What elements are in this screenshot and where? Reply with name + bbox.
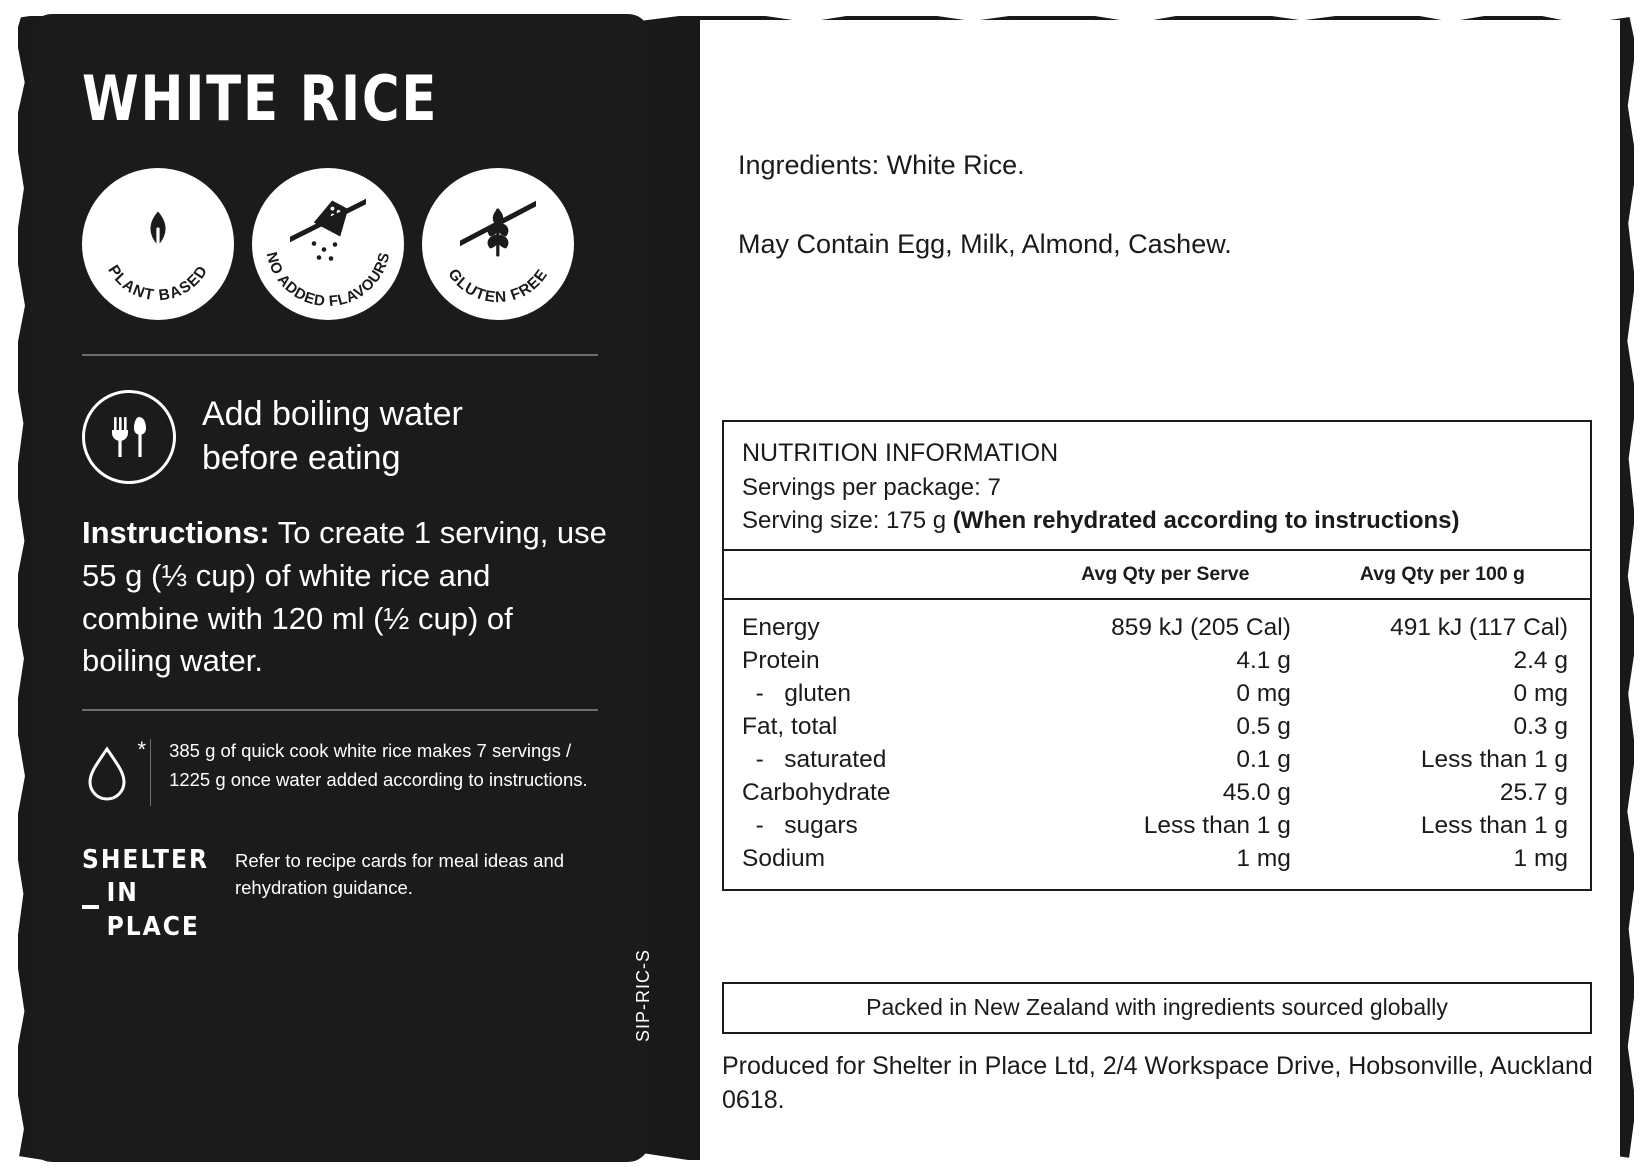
svg-text:GLUTEN FREE: GLUTEN FREE: [444, 265, 552, 307]
table-row: [724, 743, 1590, 776]
row-label: Sodium: [742, 844, 826, 872]
svg-text:NO ADDED FLAVOURS: NO ADDED FLAVOURS: [262, 250, 394, 311]
water-drop-icon: [82, 741, 132, 803]
cutlery-icon: [82, 390, 176, 484]
svg-text:PLANT BASED: PLANT BASED: [104, 262, 212, 305]
nutrition-panel: [722, 420, 1592, 891]
divider-bottom: [82, 709, 598, 711]
row-per100: 0.3 g: [1513, 712, 1568, 740]
nutrition-header: [724, 422, 1590, 551]
asterisk: *: [137, 737, 146, 763]
badge-gluten-free-label: [422, 168, 574, 320]
prepare-heading-line2: before eating: [202, 439, 401, 477]
serving-size-note: (When rehydrated according to instructions): [952, 506, 1460, 534]
row-per100: 0 mg: [1513, 679, 1568, 707]
row-serve: Less than 1 g: [1143, 811, 1291, 839]
row-serve: 0 mg: [1236, 679, 1291, 707]
produced-by: Produced for Shelter in Place Ltd, 2/4 Workspace Drive, Hobsonville, Auckland 0618.: [722, 1052, 1593, 1114]
ingredients-text: Ingredients: White Rice.: [738, 150, 1025, 180]
badge-plant-based-label: [82, 168, 234, 320]
row-label: Carbohydrate: [742, 778, 891, 806]
row-label: - sugars: [742, 811, 858, 839]
table-row: [724, 599, 1590, 645]
row-per100: 1 mg: [1513, 844, 1568, 872]
note-text: 385 g of quick cook white rice makes 7 servings / 1225 g once water added according to instructions.: [169, 740, 588, 790]
row-serve: 1 mg: [1236, 844, 1291, 872]
col-header-per-100g: Avg Qty per 100 g: [1313, 551, 1590, 599]
col-header-blank: [724, 551, 1036, 599]
badge-gluten-free: [422, 168, 574, 320]
row-label: - gluten: [742, 679, 851, 707]
row-per100: 491 kJ (117 Cal): [1390, 613, 1568, 641]
badge-plant-based: [82, 168, 234, 320]
brand-line1: SHELTER: [82, 845, 209, 876]
row-per100: 2.4 g: [1513, 646, 1568, 674]
nutrition-title: NUTRITION INFORMATION: [742, 439, 1059, 467]
table-row: [724, 644, 1590, 677]
row-per100: 25.7 g: [1499, 778, 1568, 806]
badge-no-added-flavours: [252, 168, 404, 320]
instructions: [82, 512, 608, 683]
table-row: [724, 776, 1590, 809]
brand-bar: [82, 905, 99, 909]
prepare-heading-line1: Add boiling water: [202, 395, 463, 434]
row-label: Protein: [742, 646, 820, 674]
table-row: [724, 809, 1590, 842]
divider-top: [82, 354, 598, 356]
col-header-per-serve: Avg Qty per Serve: [1036, 551, 1313, 599]
note-divider: [150, 739, 151, 806]
row-serve: 4.1 g: [1236, 646, 1291, 674]
instructions-text: To create 1 serving, use 55 g (⅓ cup) of white rice and combine with 120 ml (½ cup) of boiling water.: [82, 515, 607, 679]
prepare-heading: [202, 393, 463, 480]
left-panel: [30, 14, 653, 1162]
table-row: [724, 842, 1590, 889]
brand-footer: [82, 844, 608, 944]
packed-statement: Packed in New Zealand with ingredients sourced globally: [722, 982, 1592, 1034]
badge-no-added-flavours-label: [252, 168, 404, 320]
water-note: [82, 737, 608, 808]
drop-icon-wrap: [82, 737, 144, 808]
row-label: Energy: [742, 613, 820, 641]
row-per100: Less than 1 g: [1420, 811, 1568, 839]
right-panel: [700, 20, 1620, 1160]
row-per100: Less than 1 g: [1420, 745, 1568, 773]
prepare-row: [82, 390, 608, 484]
servings-per-package: Servings per package: 7: [742, 473, 1001, 501]
brand-line2: IN PLACE: [106, 878, 200, 942]
table-header-row: [724, 551, 1590, 599]
row-serve: 859 kJ (205 Cal): [1111, 613, 1291, 641]
row-serve: 0.1 g: [1236, 745, 1291, 773]
nutrition-table: [724, 551, 1590, 889]
torn-edge-right: [1626, 0, 1648, 1176]
refer-text: Refer to recipe cards for meal ideas and rehydration guidance.: [234, 850, 565, 898]
sku-code: SIP-RIC-S: [633, 948, 653, 1042]
row-label: - saturated: [742, 745, 887, 773]
row-serve: 0.5 g: [1236, 712, 1291, 740]
row-label: Fat, total: [742, 712, 838, 740]
torn-edge-left: [0, 0, 26, 1176]
brand-logo: [82, 844, 209, 944]
instructions-label: Instructions:: [82, 515, 270, 550]
badge-row: [82, 168, 608, 320]
table-row: [724, 710, 1590, 743]
may-contain-text: May Contain Egg, Milk, Almond, Cashew.: [738, 229, 1232, 259]
table-row: [724, 677, 1590, 710]
serving-size: Serving size: 175 g: [742, 506, 953, 534]
page-title: WHITE RICE: [82, 62, 439, 135]
row-serve: 45.0 g: [1222, 778, 1291, 806]
